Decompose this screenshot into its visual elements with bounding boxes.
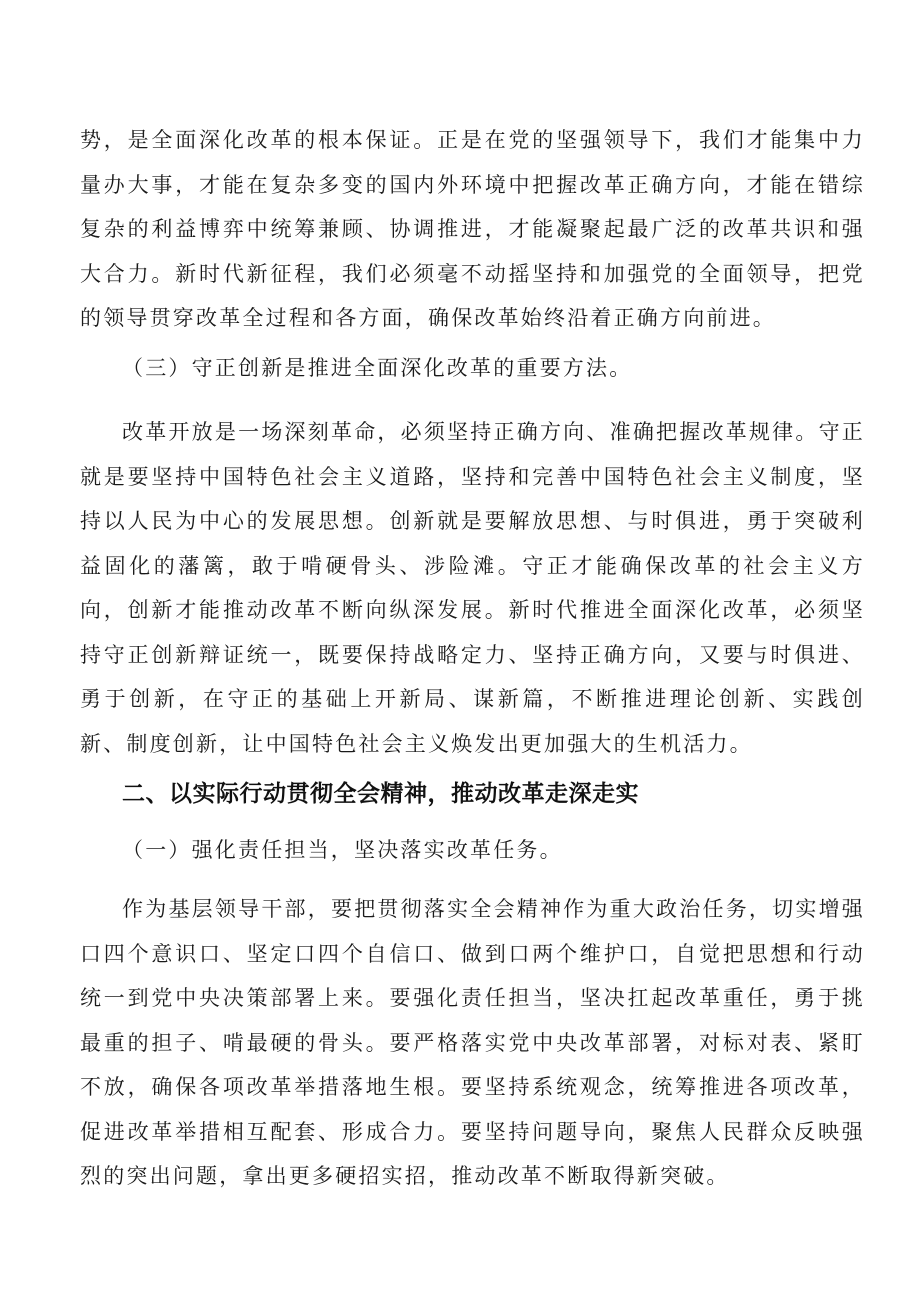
paragraph-party-leadership: 势，是全面深化改革的根本保证。正是在党的坚强领导下，我们才能集中力量办大事，才能在复杂多变的国内外环境中把握改革正确方向，才能在错综复杂的利益博弈中统筹兼顾、协调推进，才能凝聚起最广泛的改革共识和强大合力。新时代新征程，我们必须毫不动摇坚持和加强党的全面领导，把党的领导贯穿改革全过程和各方面，确保改革始终沿着正确方向前进。 (80, 128, 865, 330)
paragraph-responsibility: 作为基层领导干部，要把贯彻落实全会精神作为重大政治任务，切实增强口四个意识口、坚定口四个自信口、做到口两个维护口，自觉把思想和行动统一到党中央决策部署上来。要强化责任担当，坚决扛起改革重任，勇于挑最重的担子、啃最硬的骨头。要严格落实党中央改革部署，对标对表、紧盯不放，确保各项改革举措落地生根。要坚持系统观念，统筹推进各项改革，促进改革举措相互配套、形成合力。要坚持问题导向，聚焦人民群众反映强烈的突出问题，拿出更多硬招实招，推动改革不断取得新突破。 (80, 897, 865, 1188)
subheading-responsibility: （一）强化责任担当，坚决落实改革任务。 (122, 838, 563, 862)
paragraph-innovation: 改革开放是一场深刻革命，必须坚持正确方向、准确把握改革规律。守正就是要坚持中国特色社会主义道路，坚持和完善中国特色社会主义制度，坚持以人民为中心的发展思想。创新就是要解放思想、与时俱进，勇于突破利益固化的藩篱，敢于啃硬骨头、涉险滩。守正才能确保改革的社会主义方向，创新才能推动改革不断向纵深发展。新时代推进全面深化改革，必须坚持守正创新辩证统一，既要保持战略定力、坚持正确方向，又要与时俱进、勇于创新，在守正的基础上开新局、谋新篇，不断推进理论创新、实践创新、制度创新，让中国特色社会主义焕发出更加强大的生机活力。 (80, 420, 865, 756)
subheading-innovation: （三）守正创新是推进全面深化改革的重要方法。 (122, 356, 633, 380)
section-heading-two: 二、以实际行动贯彻全会精神，推动改革走深走实 (122, 781, 639, 807)
